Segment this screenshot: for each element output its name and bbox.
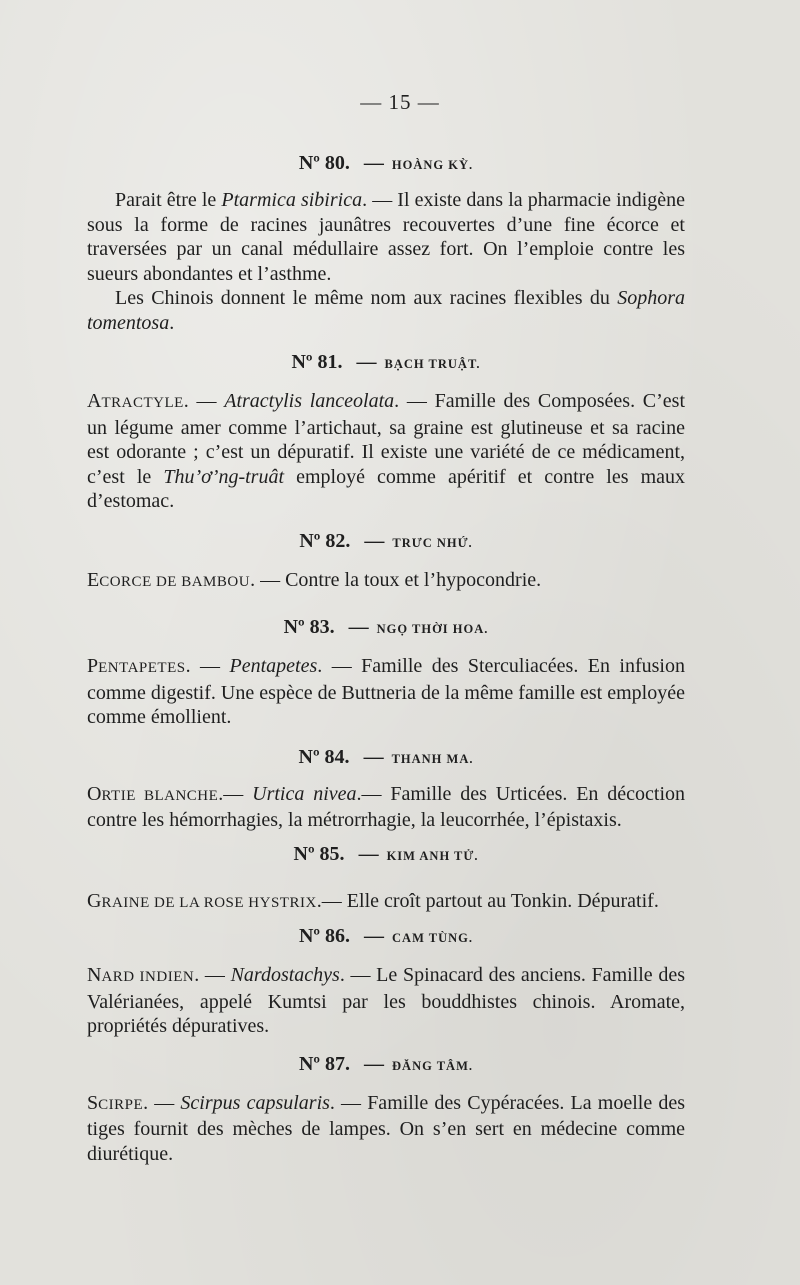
latin-name: Nardostachys (230, 964, 340, 986)
entry-text-87 (87, 1091, 685, 1167)
small-caps-initial: N (87, 964, 102, 986)
latin-name: Thu’ơ’ng-truât (163, 465, 285, 488)
latin-name: Urtica nivea (252, 782, 357, 805)
page-content (87, 150, 685, 1166)
small-caps-initial: A (87, 390, 102, 412)
text-segment: Parait être le (115, 189, 222, 211)
text-segment: . — Le Spinacard des anciens. Famille des Valérianées, appelé Kumtsi par les bouddhistes chinois. Aromate, propriétés dépuratives. (87, 964, 686, 1037)
heading-dash: — (348, 616, 369, 638)
entry-text-83 (87, 654, 685, 730)
entry-text-86 (87, 963, 685, 1039)
vietnamese-name: KIM ANH TỬ. (386, 848, 479, 863)
entry-heading-81 (87, 349, 685, 377)
entry-number: Nº 80. (298, 152, 350, 174)
vietnamese-name: TRƯC NHỨ. (392, 535, 473, 550)
entry-number: Nº 86. (298, 925, 351, 947)
entry-heading-84 (87, 744, 685, 772)
entry-heading-85 (87, 841, 685, 869)
latin-name: Sophora tomentosa (87, 287, 685, 334)
heading-dash: — (364, 925, 385, 947)
heading-dash: — (363, 152, 384, 174)
small-caps-initial: S (87, 1091, 99, 1114)
heading-dash: — (356, 351, 377, 373)
entry-text-82 (87, 568, 685, 595)
entry-number: Nº 84. (298, 745, 350, 768)
text-segment: . — (183, 390, 225, 412)
entry-text-85 (87, 889, 685, 916)
entry-number: Nº 85. (293, 842, 345, 865)
text-segment: employé comme apéritif et contre les maux d’estomac. (87, 465, 685, 512)
entry-number: Nº 87. (298, 1052, 351, 1075)
heading-dash: — (358, 842, 379, 865)
entry-heading-80 (87, 150, 685, 178)
heading-dash: — (364, 1052, 385, 1075)
entry-heading-83 (87, 614, 685, 642)
text-segment: .— Famille des Urticées. En décoction contre les hémorrhagies, la métrorrhagie, la leucorrhée, l’épistaxis. (87, 782, 686, 831)
vietnamese-name: HOÀNG KỲ. (391, 158, 474, 172)
entry-heading-82 (87, 528, 685, 556)
entry-heading-86 (87, 923, 685, 951)
small-caps-name: RTIE BLANCHE (101, 787, 219, 804)
latin-name: Pentapetes (229, 655, 318, 677)
text-segment: . — Il existe dans la pharmacie indigène sous la forme de racines jaunâtres recouvertes d’une fine écorce et traversées par un canal médullaire assez fort. On l’emploie contre les sueurs abondantes et l’asthme. (87, 189, 686, 285)
text-segment: . — Famille des Sterculiacées. En infusion comme digestif. Une espèce de Buttneria de la même famille est employée comme émollient. (87, 655, 685, 728)
latin-name: Ptarmica sibirica (221, 189, 363, 211)
latin-name: Atractylis lanceolata (224, 390, 395, 412)
small-caps-initial: O (87, 782, 102, 805)
entry-text-84 (87, 782, 685, 833)
small-caps-name: RAINE DE LA ROSE HYSTRIX (101, 894, 317, 911)
text-segment: . — (194, 964, 231, 986)
vietnamese-name: ĐĂNG TÂM. (392, 1058, 474, 1073)
small-caps-name: ENTAPETES (98, 660, 186, 676)
text-segment: . — Famille des Composées. C’est un légume amer comme l’artichaut, sa graine est glutineuse et sa racine est odorante ; c’est un dépuratif. Il existe une variété de ce médicament, c’est le (87, 390, 686, 488)
small-caps-initial: G (87, 889, 102, 912)
text-segment: Les Chinois donnent le même nom aux racines flexibles du (115, 287, 618, 309)
text-segment: . — (143, 1091, 181, 1114)
entry-heading-87 (87, 1051, 685, 1079)
small-caps-name: ARD INDIEN (101, 969, 195, 985)
page-number: — 15 — (360, 90, 440, 114)
entry-text-80-b (87, 286, 685, 335)
vietnamese-name: THANH MA. (391, 751, 474, 766)
small-caps-name: CORCE DE BAMBOU (99, 573, 251, 590)
vietnamese-name: CAM TÙNG. (392, 931, 474, 945)
small-caps-initial: E (87, 568, 100, 591)
small-caps-initial: P (87, 655, 99, 677)
heading-dash: — (364, 529, 385, 552)
vietnamese-name: BẠCH TRUẬT. (384, 357, 481, 371)
text-segment: . (169, 311, 175, 334)
latin-name: Scirpus capsularis (180, 1091, 330, 1114)
vietnamese-name: NGỌ THỜI HOA. (376, 622, 489, 636)
small-caps-name: TRACTYLE (101, 395, 184, 411)
text-segment: .— (218, 782, 253, 805)
text-segment: .— Elle croît partout au Tonkin. Dépuratif. (316, 889, 659, 912)
text-segment: . — Contre la toux et l’hypocondrie. (250, 568, 542, 591)
entry-number: Nº 83. (283, 616, 335, 638)
entry-text-81 (87, 389, 685, 514)
entry-number: Nº 81. (291, 351, 343, 373)
entry-text-80 (87, 188, 685, 286)
text-segment: . — Famille des Cypéracées. La moelle des tiges fournit des mèches de lampes. On s’en sert en médecine comme diurétique. (87, 1091, 685, 1165)
entry-number: Nº 82. (299, 529, 351, 552)
text-segment: . — (185, 655, 230, 677)
heading-dash: — (363, 745, 384, 768)
small-caps-name: CIRPE (98, 1096, 144, 1113)
